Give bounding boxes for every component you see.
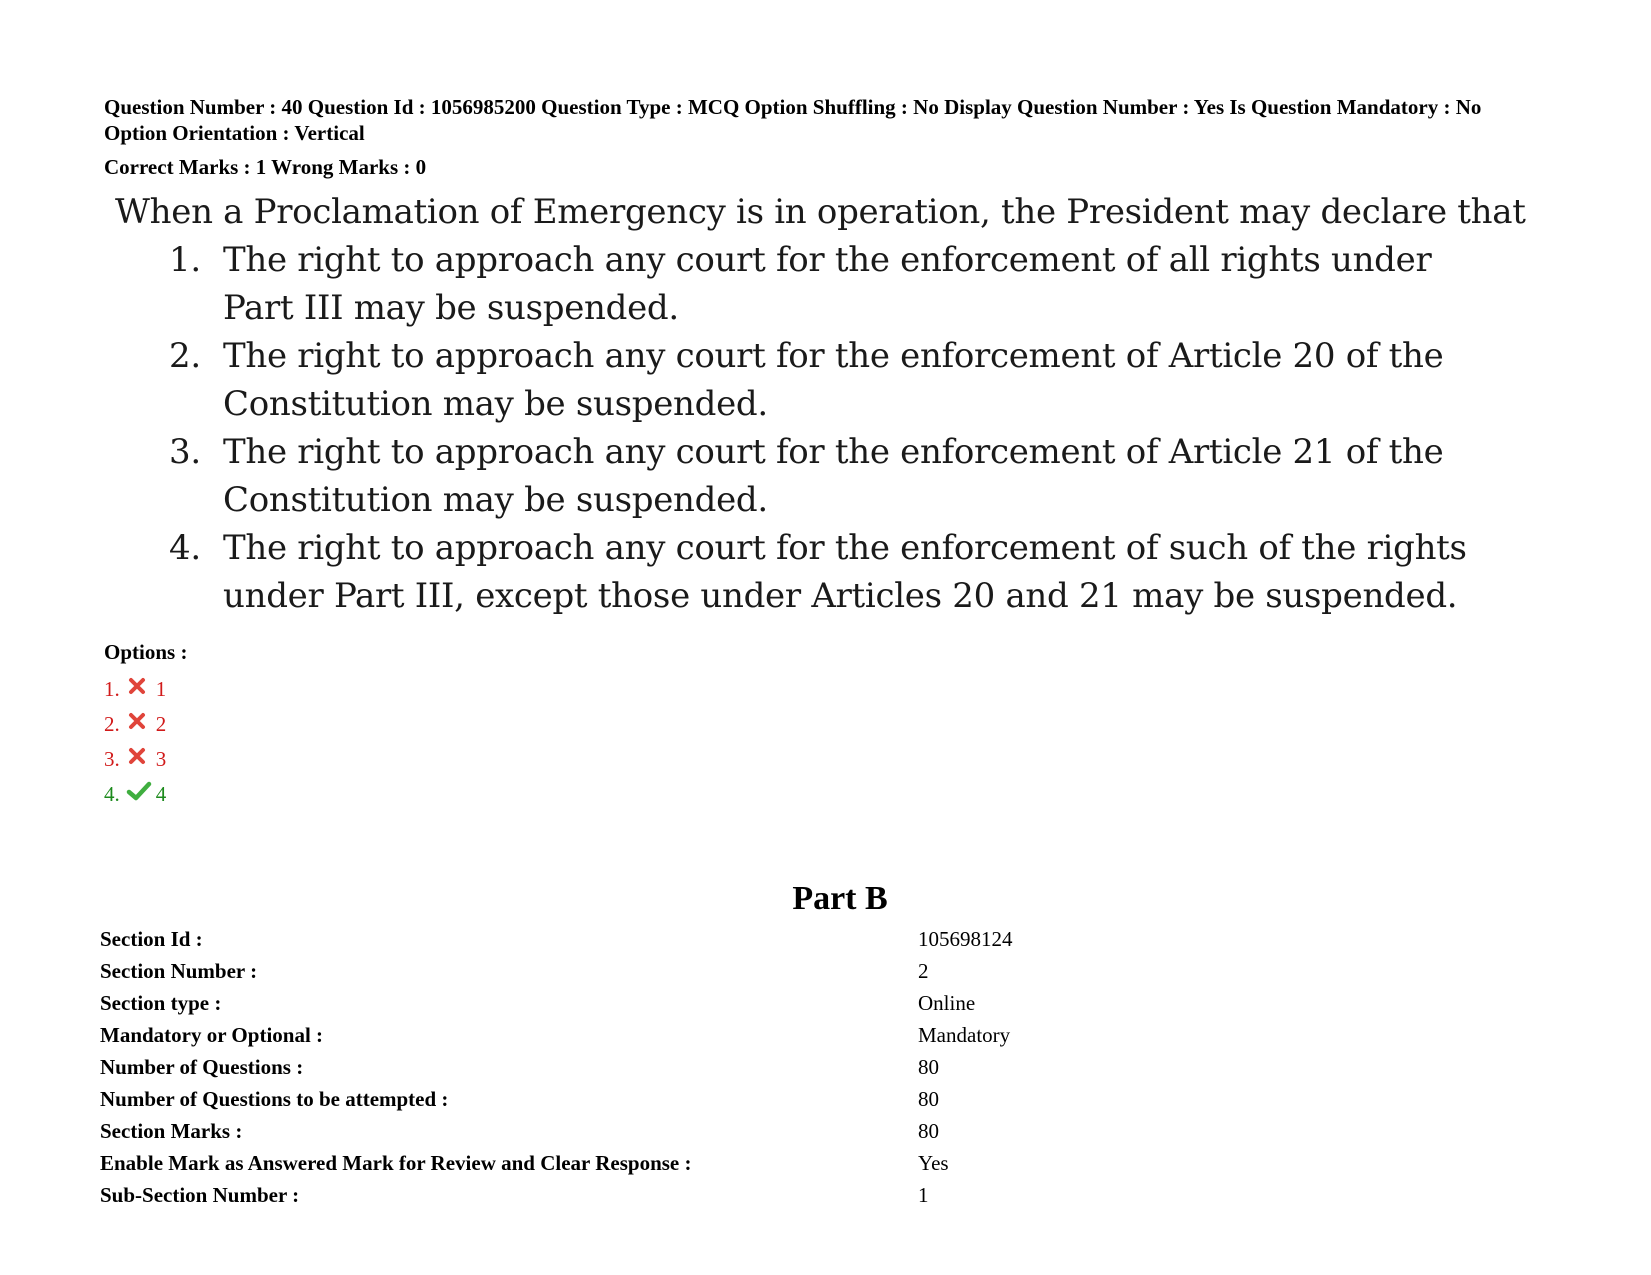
statement-item: [115, 524, 1505, 620]
section-key: Enable Mark as Answered Mark for Review and Clear Response :: [100, 1150, 692, 1175]
cross-icon: [126, 675, 148, 697]
option-value: 1: [155, 677, 167, 701]
option-number: 3.: [104, 747, 120, 771]
table-row: [100, 987, 1013, 1019]
table-row: [100, 1179, 1013, 1211]
statement-number: 3.: [169, 432, 201, 472]
section-value: 80: [918, 1086, 939, 1111]
section-value: 80: [918, 1054, 939, 1079]
option-number: 1.: [104, 677, 120, 701]
section-key: Section Marks :: [100, 1118, 243, 1143]
cross-icon: [126, 745, 148, 767]
section-key: Number of Questions to be attempted :: [100, 1086, 449, 1111]
section-key: Section Id :: [100, 926, 203, 951]
statement-item: [115, 332, 1505, 428]
section-key: Sub-Section Number :: [100, 1182, 300, 1207]
statement-item: [115, 428, 1505, 524]
option-value: 3: [155, 747, 167, 771]
table-row: [100, 1051, 1013, 1083]
options-label: Options :: [104, 640, 188, 664]
check-icon: [126, 780, 148, 802]
options-list: [104, 672, 166, 812]
statement-text: The right to approach any court for the enforcement of Article 21 of the Constitution may be suspended.: [223, 432, 1444, 520]
table-row: [100, 1147, 1013, 1179]
option-item: [104, 672, 166, 707]
question-statements: [115, 236, 1505, 620]
section-value: 2: [918, 958, 929, 983]
table-row: [100, 1083, 1013, 1115]
part-title: Part B: [792, 880, 888, 917]
option-item: [104, 742, 166, 777]
table-row: [100, 1115, 1013, 1147]
section-value: 80: [918, 1118, 939, 1143]
table-row: [100, 923, 1013, 955]
section-value: 105698124: [918, 926, 1013, 951]
section-value: Mandatory: [918, 1022, 1011, 1047]
statement-number: 1.: [169, 240, 201, 280]
section-key: Number of Questions :: [100, 1054, 304, 1079]
question-stem: When a Proclamation of Emergency is in operation, the President may declare that: [115, 192, 1526, 232]
statement-number: 2.: [169, 336, 201, 376]
cross-icon: [126, 710, 148, 732]
question-body: [115, 188, 1526, 620]
section-value: Yes: [918, 1150, 949, 1175]
question-marks: Correct Marks : 1 Wrong Marks : 0: [104, 155, 427, 179]
statement-text: The right to approach any court for the enforcement of Article 20 of the Constitution may be suspended.: [223, 336, 1444, 424]
table-row: [100, 1019, 1013, 1051]
option-number: 2.: [104, 712, 120, 736]
option-item: [104, 707, 166, 742]
statement-text: The right to approach any court for the enforcement of all rights under Part III may be suspended.: [223, 240, 1432, 328]
section-key: Section type :: [100, 990, 222, 1015]
section-info-table: [100, 923, 1013, 1211]
statement-item: [115, 236, 1505, 332]
statement-text: The right to approach any court for the enforcement of such of the rights under Part III, except those under Articles 20 and 21 may be suspended.: [223, 528, 1467, 616]
section-key: Section Number :: [100, 958, 258, 983]
section-value: Online: [918, 990, 976, 1015]
option-item: [104, 777, 166, 812]
option-value: 4: [155, 782, 167, 806]
section-value: 1: [918, 1182, 929, 1207]
section-key: Mandatory or Optional :: [100, 1022, 324, 1047]
option-number: 4.: [104, 782, 120, 806]
table-row: [100, 955, 1013, 987]
statement-number: 4.: [169, 528, 201, 568]
question-meta: Question Number : 40 Question Id : 1056985200 Question Type : MCQ Option Shuffling : No Display Question Number : Yes Is Question Mandatory : No Option Orientation : Vertical: [104, 95, 1482, 145]
option-value: 2: [155, 712, 167, 736]
